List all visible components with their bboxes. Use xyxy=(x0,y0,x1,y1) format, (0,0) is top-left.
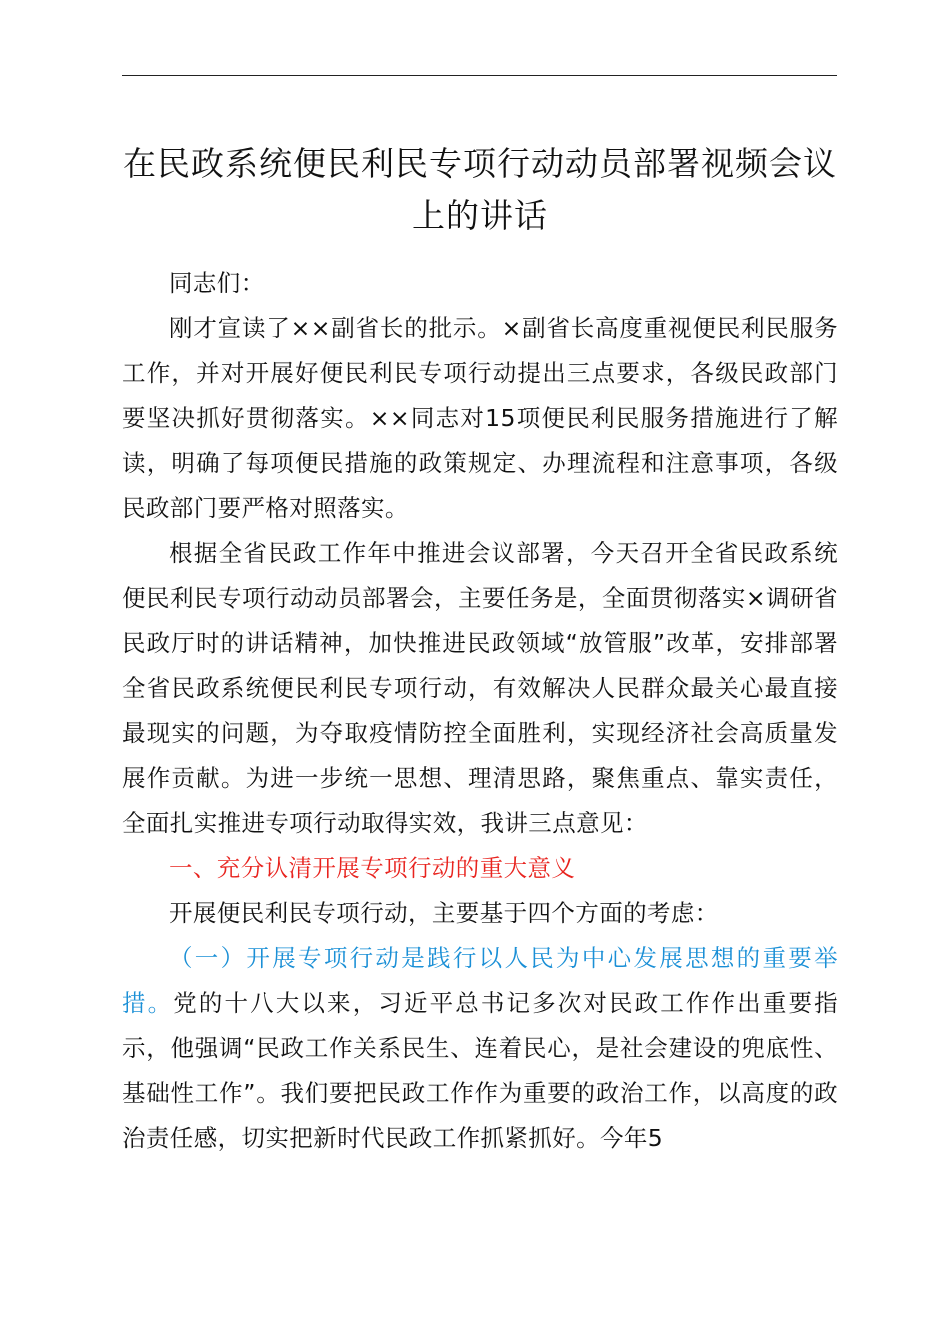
subsection-heading: （一）开展专项行动是践行以人民为中心发展思想的重要举措。 xyxy=(122,944,838,1017)
salutation: 同志们： xyxy=(169,269,265,297)
section-intro: 开展便民利民专项行动，主要基于四个方面的考虑： xyxy=(169,899,719,927)
section-heading: 一、充分认清开展专项行动的重大意义 xyxy=(169,854,576,882)
header-rule xyxy=(122,75,837,76)
paragraph-1: 刚才宣读了××副省长的批示。×副省长高度重视便民利民服务工作，并对开展好便民利民专项行动提出三点要求，各级民政部门要坚决抓好贯彻落实。××同志对15项便民利民服务措施进行了解读，明确了每项便民措施的政策规定、办理流程和注意事项，各级民政部门要严格对照落实。 xyxy=(122,314,838,522)
document-body xyxy=(122,261,838,1161)
paragraph-2: 根据全省民政工作年中推进会议部署，今天召开全省民政系统便民利民专项行动动员部署会，主要任务是，全面贯彻落实×调研省民政厅时的讲话精神，加快推进民政领域“放管服”改革，安排部署全省民政系统便民利民专项行动，有效解决人民群众最关心最直接最现实的问题，为夺取疫情防控全面胜利，实现经济社会高质量发展作贡献。为进一步统一思想、理清思路，聚焦重点、靠实责任，全面扎实推进专项行动取得实效，我讲三点意见： xyxy=(122,539,838,837)
subsection-text: 党的十八大以来，习近平总书记多次对民政工作作出重要指示，他强调“民政工作关系民生、连着民心，是社会建设的兜底性、基础性工作”。我们要把民政工作作为重要的政治工作，以高度的政治责任感，切实把新时代民政工作抓紧抓好。今年5 xyxy=(122,989,838,1152)
subsection-paragraph xyxy=(122,936,838,1161)
document-title: 在民政系统便民利民专项行动动员部署视频会议上的讲话 xyxy=(123,144,837,235)
